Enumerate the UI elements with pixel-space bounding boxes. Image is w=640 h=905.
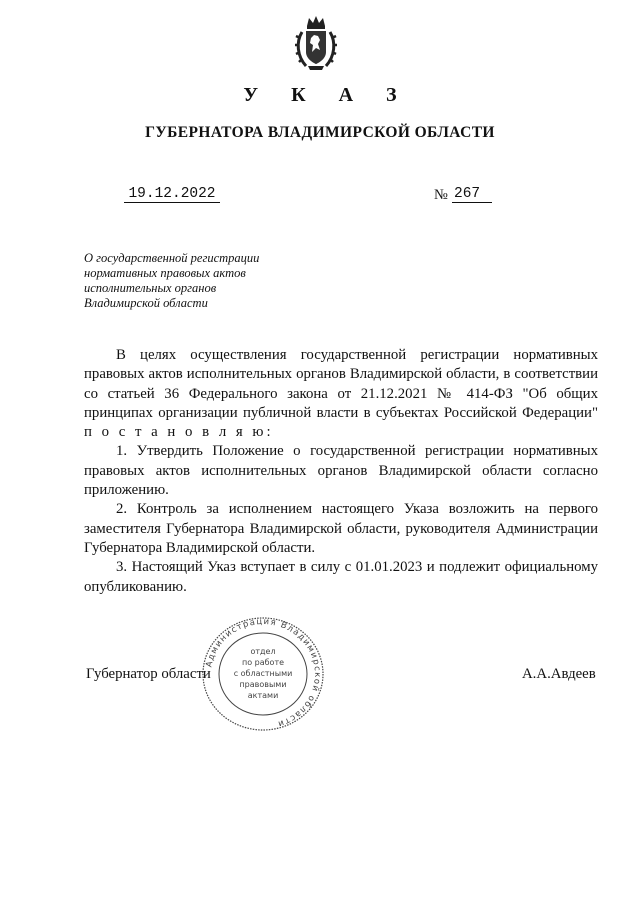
stamp-inner-line: актами: [247, 691, 279, 700]
signatory-position: Губернатор области: [86, 666, 211, 682]
document-title: У К А З: [243, 84, 411, 106]
stamp-outer-text: Администрация Владимирской области: [204, 616, 323, 730]
decree-number: 267: [452, 186, 492, 203]
stamp-inner-line: с областными: [233, 669, 293, 678]
decree-body: [84, 346, 598, 597]
coat-of-arms-icon: [294, 14, 338, 72]
official-stamp: [200, 615, 326, 733]
preamble-text: В целях осуществления государственной регистрации нормативных правовых актов исполнительных органов Владимирской области, в соответствии со статьей 36 Федерального закона от 21.12.2021 № 414-ФЗ "Об общих принципах организации публичной власти в субъектах Российской Федерации": [84, 347, 598, 421]
subject-line: О государственной регистрации: [84, 251, 260, 265]
stamp-inner-line: по работе: [241, 658, 285, 667]
decree-date: 19.12.2022: [124, 186, 220, 203]
decree-subject: [84, 251, 304, 311]
document-subtitle: ГУБЕРНАТОРА ВЛАДИМИРСКОЙ ОБЛАСТИ: [145, 124, 495, 141]
decree-item: 2. Контроль за исполнением настоящего Указа возложить на первого заместителя Губернатора Владимирской области, руководителя Администрации Губернатора Владимирской области.: [84, 501, 598, 556]
decree-item: 3. Настоящий Указ вступает в силу с 01.01.2023 и подлежит официальному опубликованию.: [84, 559, 598, 595]
signatory-name: А.А.Авдеев: [522, 666, 596, 682]
number-sign: №: [434, 187, 448, 203]
subject-line: Владимирской области: [84, 296, 208, 310]
stamp-inner-line: отдел: [250, 647, 276, 656]
decree-word: п о с т а н о в л я ю:: [84, 424, 274, 441]
subject-line: исполнительных органов: [84, 281, 217, 295]
subject-line: нормативных правовых актов: [84, 266, 246, 280]
stamp-inner-line: правовыми: [239, 680, 287, 689]
preamble-paragraph: [84, 346, 598, 442]
decree-item: 1. Утвердить Положение о государственной регистрации нормативных правовых актов исполнительных органов Владимирской области согласно приложению.: [84, 443, 598, 499]
